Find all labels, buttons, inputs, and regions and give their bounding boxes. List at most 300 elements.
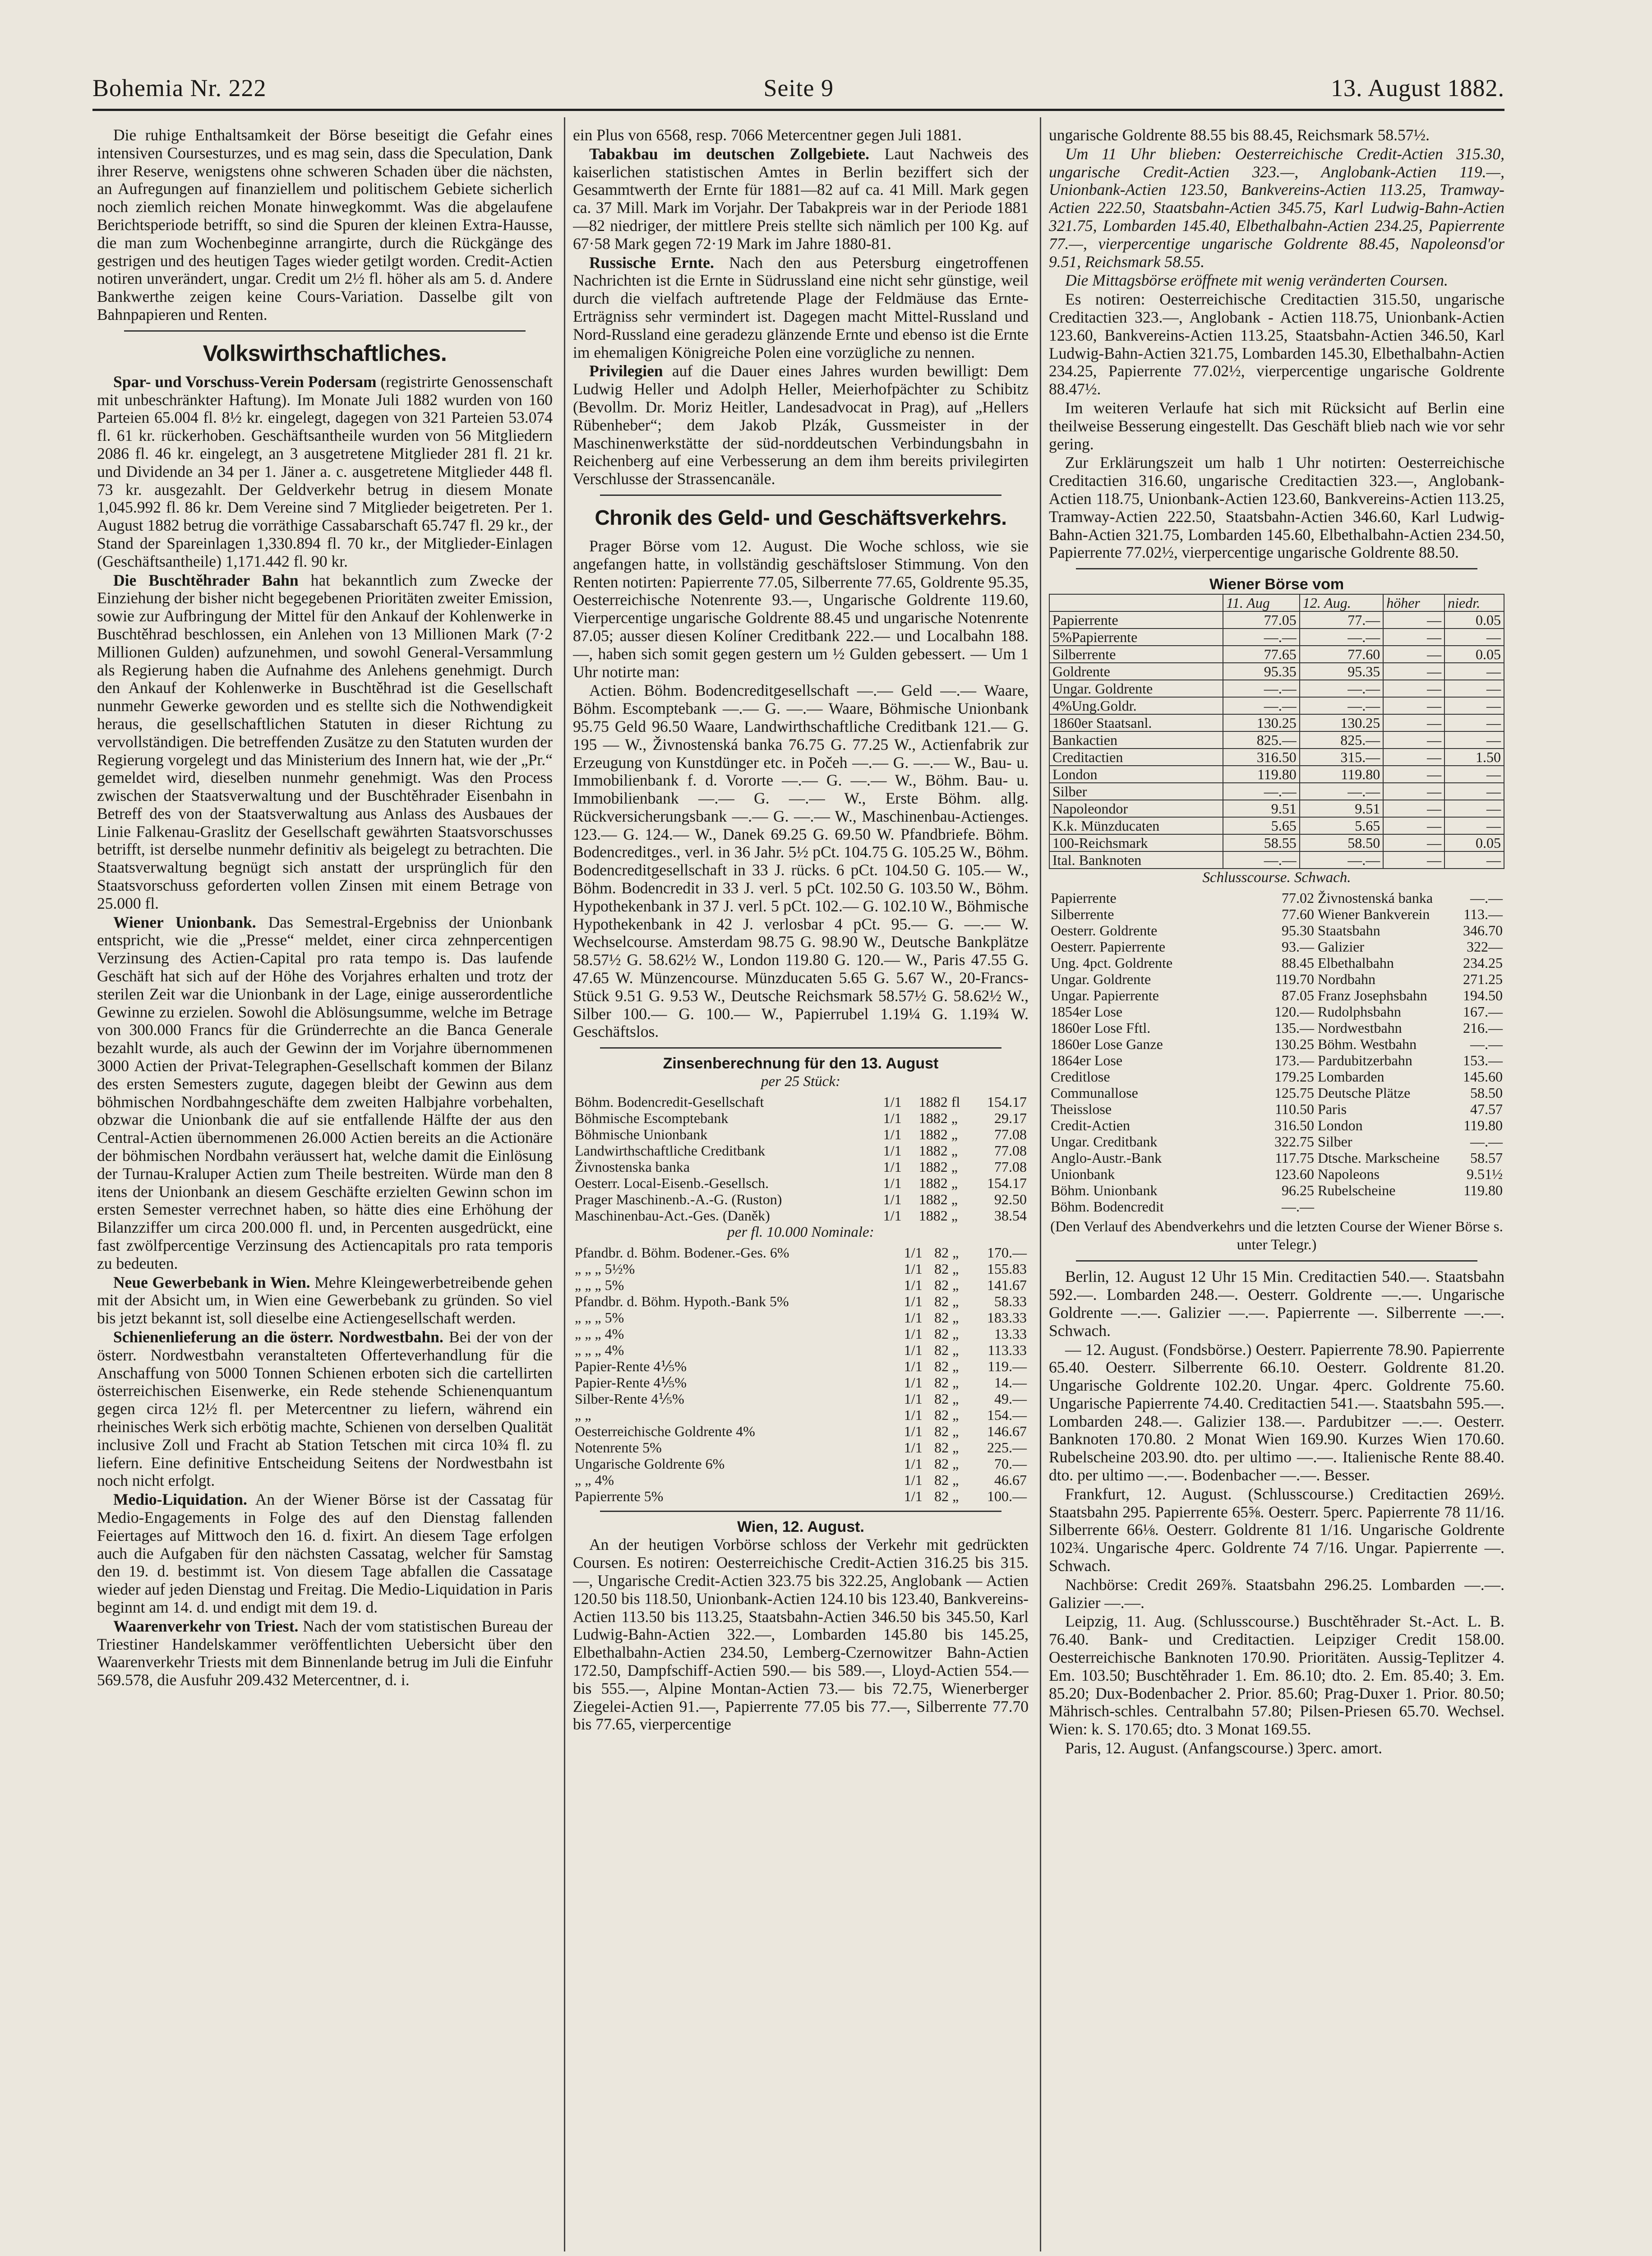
table-cell: 1/1: [904, 1341, 923, 1358]
closing-row: [1049, 1020, 1504, 1036]
table-cell: 130.25: [1223, 714, 1300, 731]
table-cell: Böhm. Unionbank: [1051, 1182, 1158, 1198]
table-cell: 141.67: [987, 1276, 1027, 1293]
table-cell: „ „ „ 5½%: [575, 1260, 635, 1277]
table-cell: 1860er Staatsanl.: [1049, 714, 1223, 731]
table-cell: 58.33: [994, 1293, 1027, 1309]
article-paragraph: [97, 1328, 553, 1490]
article-paragraph: [97, 572, 553, 913]
closing-row: [1049, 971, 1504, 987]
table-cell: 1864er Lose: [1051, 1052, 1123, 1068]
article-headline: Schienenlieferung an die österr. Nordwestbahn.: [113, 1328, 443, 1346]
schluss-note: (Den Verlauf des Abendverkehrs und die letzten Course der Wiener Börse s. unter Telegr.): [1050, 1218, 1503, 1253]
table-cell: Oesterreichische Goldrente 4%: [575, 1423, 755, 1439]
table-cell: 82: [934, 1358, 949, 1374]
actien-report: Actien. Böhm. Bodencreditgesellschaft —.— Geld —.— Waare, Böhm. Escomptebank —.— G. —.— Waare, Böhmische Unionbank 95.75 Geld 96.50 Waare, Landwirthschaftliche Creditbank 121.— G. 195 — W., Živnostenská banka 76.75 G. 77.25 W., Actienfabrik zur Erzeugung von Kunstdünger etc. in Počeh —.— G. —.— W., Bau- u. Immobilienbank f. d. Vororte —.— G. —.— W., Böhm. Bau- u. Immobilienbank —.— G. —.— W., Erste Böhm. allg. Rückversicherungsbank —.— G. —.— W., Maschinenbau-Actienges. 123.— G. 124.— W., Danek 69.25 G. 69.50 W. Pfandbriefe. Böhm. Bodencreditges., verl. in 36 Jahr. 5½ pCt. 104.75 G. 105.25 W., Böhm. Bodencreditgesellschaft in 33 J. rücks. 6 pCt. 104.50 G. 105.— W., Böhm. Bodencredit in 33 J. verl. 5 pCt. 102.50 G. 103.50 W., Böhm. Hypothekenbank in 37 J. verl. 5 pCt. 102.— G. 102.10 W., Böhmische Hypothekenbank in 42 J. verlosbar 4 pCt. 95.— G. —.— W. Wechselcourse. Amsterdam 98.75 G. 98.90 W., Deutsche Bankplätze 58.57½ G. 58.62½ W., London 119.80 G. 120.— W., Paris 47.55 G. 47.65 W. Münzencourse. Münzducaten 5.65 G. 5.67 W., 20-Francs-Stück 9.51 G. 9.53 W., Deutsche Reichsmark 58.57½ G. 58.62½ W., Silber 100.— G. 100.— W., Papierrubel 1.19¼ G. 1.19¾ W. Geschäftslos.: [573, 681, 1029, 1041]
interest-row: [573, 1191, 1029, 1207]
table-cell: 100.—: [987, 1488, 1027, 1504]
article-body: (registrirte Genossenschaft mit unbeschränkter Haftung). Im Monate Juli 1882 wurden von 160 Parteien 65.004 fl. 8½ kr. eingelegt, dagegen von 321 Parteien 53.074 fl. 61 kr. rückerhoben. Geschäftsantheile wurden von 56 Mitgliedern 2086 fl. 46 kr. eingelegt, an 3 ausgetretene Mitglieder 281 fl. 21 kr. und Dividende an 34 per 1. Jäner a. c. ausgetretene Mitglieder 448 fl. 73 kr. ausgezahlt. Der Geldverkehr betrug in diesem Monate 1,045.992 fl. 86 kr. Dem Vereine sind 7 Mitglieder beigetreten. Per 1. August 1882 betrug die vorräthige Cassabarschaft 65.747 fl. 29 kr., der Stand der Spareinlagen 1,330.894 fl. 70 kr., der Mitglieder-Einlagen (Geschäftsantheile) 1,171.442 fl. 90 kr.: [97, 372, 553, 570]
table-cell: 5%Papierrente: [1049, 629, 1223, 646]
table-cell: „: [951, 1174, 958, 1191]
table-cell: Landwirthschaftliche Creditbank: [575, 1142, 766, 1159]
divider: [600, 495, 1001, 496]
interest-row: [573, 1374, 1029, 1391]
interest-row: [573, 1261, 1029, 1277]
table-cell: Silber-Rente 4⅕%: [575, 1390, 684, 1407]
table-cell: 135.—: [1274, 1019, 1315, 1036]
table-cell: —: [1383, 749, 1444, 766]
table-cell: 316.50: [1223, 749, 1300, 766]
table-header-cell: niedr.: [1444, 594, 1504, 611]
table-cell: 82: [934, 1423, 949, 1439]
table-cell: Böhm. Bodencredit: [1051, 1198, 1164, 1215]
wiener-boerse-table: [1049, 594, 1504, 869]
table-cell: „ „ „ 4%: [575, 1325, 624, 1342]
table-cell: „: [952, 1488, 959, 1504]
table-cell: —.—: [1223, 783, 1300, 800]
interest-row: [573, 1175, 1029, 1191]
table-cell: 5.65: [1223, 817, 1300, 834]
table-cell: [1316, 1198, 1456, 1215]
table-cell: 322.75: [1274, 1133, 1315, 1150]
table-cell: 119.80: [1463, 1117, 1503, 1133]
table-cell: Silber: [1318, 1133, 1352, 1150]
table-cell: —.—: [1300, 697, 1383, 714]
table-cell: 125.75: [1274, 1084, 1315, 1101]
table-cell: 82: [934, 1309, 949, 1326]
table-cell: Theisslose: [1051, 1100, 1112, 1117]
exchange-row: [1049, 611, 1504, 629]
table-cell: 271.25: [1463, 971, 1503, 987]
interest-subtitle-2: per fl. 10.000 Nominale:: [727, 1224, 874, 1240]
table-cell: 58.55: [1223, 834, 1300, 851]
article-headline: Waarenverkehr von Triest.: [113, 1617, 299, 1635]
table-cell: 1/1: [904, 1471, 923, 1488]
table-cell: —: [1383, 731, 1444, 749]
interest-row: [573, 1407, 1029, 1423]
table-cell: Silberrente: [1051, 906, 1114, 922]
table-cell: Ital. Banknoten: [1049, 851, 1223, 869]
column-1: [97, 126, 553, 2247]
article-body: Das Semestral-Ergebniss der Unionbank entspricht, wie die „Presse“ meldet, einer circa zehnpercentigen Verzinsung des Actien-Capital pro rata tempo is. Das laufende Geschäft hat sich auf der Höhe des Vorjahres erhalten und trotz der sterilen Zeit war die Unionbank in der Lage, einige ausserordentliche Gewinne zu erzielen. Sowohl die Ablösungsumme, welche im Betrage von 300.000 Francs für die Gründerrechte an die Banca Generale bezahlt wurde, als auch der Gewinn der im Vorjahre übernommenen 3000 Actien der Privat-Telegraphen-Gesellschaft kommen der Bilanz des ersten Semesters zugute, dagegen bleibt der Gewinn aus dem böhmischen Nordbahngeschäfte dem zweiten Halbjahre vorbehalten, obzwar die Unionbank die auf sie entfallende Hälfte der aus den Central-Actien übernommenen 26.000 Actien bereits an die Actionäre der böhmischen Nordbahn veräussert hat, welche damit die Einlösung der Turnau-Kraluper Actien zum Theile bestreiten. Würde man den 8 itens der Unionbank an diesem Geschäfte erzielten Gewinn schon im ersten Semester verrechnet haben, so hätte dies eine Erhöhung der Bilanzziffer um circa 200.000 fl. und, in Percenten ausgedrückt, eine fast zwölfpercentige Verzinsung des Actiencapitals pro rata temporis zu bedeuten.: [97, 913, 553, 1272]
table-cell: 95.35: [1300, 663, 1383, 680]
table-cell: —: [1444, 800, 1504, 817]
table-cell: 1/1: [883, 1126, 902, 1142]
table-cell: 58.50: [1300, 834, 1383, 851]
exchange-row: [1049, 783, 1504, 800]
table-cell: 95.35: [1223, 663, 1300, 680]
article-list: [97, 373, 553, 1689]
table-cell: 1/1: [883, 1207, 902, 1224]
table-cell: 9.51: [1223, 800, 1300, 817]
table-cell: 49.—: [994, 1390, 1027, 1407]
table-cell: „: [952, 1293, 959, 1309]
table-cell: 1/1: [883, 1174, 902, 1191]
table-cell: 1/1: [883, 1142, 902, 1159]
table-cell: 47.57: [1470, 1100, 1503, 1117]
article-paragraph: [97, 1491, 553, 1617]
table-cell: —.—: [1223, 851, 1300, 869]
exchange-row: [1049, 749, 1504, 766]
article-body: Nach der vom statistischen Bureau der Triestiner Handelskammer veröffentlichten Uebersicht über den Waarenverkehr Triests mit dem Binnenlande betrug im Juli die Einfuhr 569.578, die Ausfuhr 209.432 Metercentner, d. i.: [97, 1617, 553, 1689]
table-cell: —: [1383, 766, 1444, 783]
table-cell: London: [1049, 766, 1223, 783]
table-cell: 119.—: [988, 1358, 1027, 1374]
table-cell: Oesterr. Local-Eisenb.-Gesellsch.: [575, 1174, 769, 1191]
article-body: Bei der von der österr. Nordwestbahn veranstalteten Offerteverhandlung für die Anschaffung von 5000 Tonnen Schienen erboten sich die cartellirten österreichischen Eisenwerke, ein Rede stehende Schienenquantum gegen circa 12½ fl. per Metercentner zu liefern, während ein rheinisches Werk sich erbötig machte, Schienen von derselben Qualität inclusive Zoll und Fracht ab Station Tetschen mit circa 10¾ fl. zu liefern. Eine definitive Entscheidung Seitens der Nordwestbahn ist noch nicht erfolgt.: [97, 1328, 553, 1490]
column-divider: [564, 117, 565, 2251]
table-cell: 346.70: [1463, 922, 1503, 938]
table-cell: „: [952, 1358, 959, 1374]
interest-row: [573, 1126, 1029, 1142]
interest-row: [573, 1456, 1029, 1472]
table-cell: „: [951, 1142, 958, 1159]
berlin-report: Berlin, 12. August 12 Uhr 15 Min. Creditactien 540.—. Staatsbahn 592.—. Lombarden 248.—. Oesterr. Goldrente —.—. Ungarische Goldrente —.—. Galizier —.—. Papierrente —. Silberrente —.—. Schwach.: [1049, 1267, 1504, 1340]
table-cell: —.—: [1470, 1036, 1503, 1052]
table-cell: „: [952, 1471, 959, 1488]
table-cell: 1882: [918, 1142, 948, 1159]
table-cell: Nordbahn: [1318, 971, 1375, 987]
table-cell: 1860er Lose Ganze: [1051, 1036, 1163, 1052]
closing-row: [1049, 1101, 1504, 1117]
table-cell: 58.50: [1470, 1084, 1503, 1101]
closing-row: [1049, 1003, 1504, 1020]
table-cell: „: [952, 1325, 959, 1342]
interest-row: [573, 1391, 1029, 1407]
page-header: [92, 68, 1504, 108]
paris-report: Paris, 12. August. (Anfangscourse.) 3perc. amort.: [1065, 1739, 1382, 1757]
table-cell: „: [952, 1406, 959, 1423]
article-paragraph: [573, 362, 1029, 488]
table-cell: Credit-Actien: [1051, 1117, 1130, 1133]
table-cell: 170.—: [987, 1244, 1027, 1261]
table-cell: 82: [934, 1293, 949, 1309]
report-notiren: Es notiren: Oesterreichische Creditactien 315.50, ungarische Creditactien 323.—, Anglobank - Actien 118.75, Unionbank-Actien 123.60, Bankvereins-Actien 113.25, Staatsbahn-Actien 346.50, Karl Ludwig-Bahn-Actien 321.75, Lombarden 145.30, Elbethalbahn-Actien 234.25, Papierrente 77.02½, vierpercentige ungarische Goldrente 88.47½.: [1049, 290, 1504, 398]
interest-row: [573, 1439, 1029, 1456]
table-cell: 1/1: [904, 1260, 923, 1277]
table-cell: „: [951, 1191, 958, 1207]
table-cell: Notenrente 5%: [575, 1439, 662, 1456]
exchange-row: [1049, 800, 1504, 817]
table-cell: 82: [934, 1471, 949, 1488]
table-cell: 5.65: [1300, 817, 1383, 834]
table-cell: 179.25: [1274, 1068, 1315, 1085]
table-cell: 14.—: [994, 1374, 1027, 1391]
table-cell: 1882: [918, 1174, 948, 1191]
table-cell: 183.33: [987, 1309, 1027, 1326]
table-cell: —: [1383, 834, 1444, 851]
exchange-row: [1049, 680, 1504, 697]
mittagsboerse: Die Mittagsbörse eröffnete mit wenig veränderten Coursen.: [1065, 271, 1448, 290]
table-cell: Ungar. Goldrente: [1051, 971, 1151, 987]
closing-row: [1049, 1198, 1504, 1215]
article-headline: Spar- und Vorschuss-Verein Podersam: [113, 372, 377, 391]
closing-row: [1049, 1036, 1504, 1052]
table-cell: „: [951, 1158, 958, 1175]
table-cell: 1882: [918, 1158, 948, 1175]
table-cell: Böhmische Unionbank: [575, 1126, 708, 1142]
table-cell: 167.—: [1463, 1003, 1503, 1020]
table-cell: —.—: [1282, 1198, 1315, 1215]
table-cell: 1/1: [883, 1158, 902, 1175]
table-cell: „: [952, 1341, 959, 1358]
table-cell: 146.67: [987, 1423, 1027, 1439]
interest-row: [573, 1488, 1029, 1504]
paper-issue: Bohemia Nr. 222: [92, 74, 267, 102]
table-cell: 82: [934, 1244, 949, 1261]
table-cell: 29.17: [994, 1110, 1027, 1126]
exchange-row: [1049, 629, 1504, 646]
table-cell: Prager Maschinenb.-A.-G. (Ruston): [575, 1191, 782, 1207]
report-11-uhr: Um 11 Uhr blieben: Oesterreichische Credit-Actien 315.30, ungarische Credit-Actien 323.—, Anglobank-Actien 119.—, Unionbank-Actien 123.50, Bankvereins-Actien 113.25, Tramway-Actien 222.50, Staatsbahn-Actien 345.75, Karl Ludwig-Bahn-Actien 321.75, Lombarden 145.40, Elbethalbahn-Actien 234.25, Papierrente 77.—, vierpercentige ungarische Goldrente 88.45, Napoleonsd'or 9.51, Reichsmark 58.55.: [1049, 144, 1504, 271]
table-cell: Papier-Rente 4⅕%: [575, 1358, 687, 1374]
table-cell: 77.02: [1282, 889, 1315, 906]
table-cell: Wiener Bankverein: [1318, 906, 1430, 922]
table-header-cell: 12. Aug.: [1300, 594, 1383, 611]
article-body: An der Wiener Börse ist der Cassatag für Medio-Engagements in Folge des auf den Dienstag fallenden Feiertages auf Mittwoch den 16. d. fixirt. An diesem Tage erfolgen auch die Aufgaben für den nächsten Cassatag, welcher für Samstag den 19. d. bestimmt ist. Von diesem Tage abfallen die Cassatage wieder auf jeden Dienstag und Freitag. Die Medio-Liquidation in Paris beginnt am 14. d. und endigt mit dem 19. d.: [97, 1490, 553, 1616]
frankfurt-report: Frankfurt, 12. August. (Schlusscourse.) Creditactien 269½. Staatsbahn 295. Papierrente 65⅝. Oesterr. 5perc. Papierrente 78 11/16. Silberrente 66⅛. Oesterr. Goldrente 81 1/16. Ungarische Goldrente 102¾. Ungarische 4perc. Goldrente 74 7/16. Ungar. Papierrente —. Schwach.: [1049, 1484, 1504, 1575]
table-cell: „: [952, 1260, 959, 1277]
table-cell: 1882: [918, 1110, 948, 1126]
table-cell: 4%Ung.Goldr.: [1049, 697, 1223, 714]
table-cell: 1854er Lose: [1051, 1003, 1123, 1020]
table-cell: 194.50: [1463, 987, 1503, 1003]
table-cell: 1.50: [1444, 749, 1504, 766]
table-cell: Papierrente: [1049, 611, 1223, 629]
report-erklaerungszeit: Zur Erklärungszeit um halb 1 Uhr notirten: Oesterreichische Creditactien 316.60, ungarische Creditactien 323.—, Anglobank-Actien 118.75, Unionbank-Actien 123.60, Bankvereins-Actien 113.25, Tramway-Actien 222.50, Staatsbahn-Actien 346.60, Karl Ludwig-Bahn-Actien 321.75, Lombarden 145.60, Elbethalbahn-Actien 234.50, Papierrente 77.02½, vierpercentige ungarische Goldrente 88.50.: [1049, 453, 1504, 562]
interest-row: [573, 1309, 1029, 1326]
table-cell: London: [1318, 1117, 1363, 1133]
exchange-row: [1049, 714, 1504, 731]
exchange-row: [1049, 646, 1504, 663]
table-cell: 82: [934, 1276, 949, 1293]
table-cell: 1/1: [904, 1390, 923, 1407]
table-cell: Anglo-Austr.-Bank: [1051, 1149, 1162, 1166]
table-cell: 110.50: [1275, 1100, 1315, 1117]
table-cell: Böhm. Westbahn: [1318, 1036, 1417, 1052]
article-paragraph: [97, 1274, 553, 1327]
table-cell: „: [952, 1244, 959, 1261]
table-cell: 77.05: [1223, 611, 1300, 629]
table-cell: —: [1444, 851, 1504, 869]
interest-row: [573, 1326, 1029, 1342]
table-cell: 1/1: [904, 1439, 923, 1456]
interest-row: [573, 1423, 1029, 1439]
table-cell: 1/1: [904, 1276, 923, 1293]
table-cell: 100-Reichsmark: [1049, 834, 1223, 851]
table-cell: 825.—: [1300, 731, 1383, 749]
exchange-row: [1049, 697, 1504, 714]
divider: [124, 330, 526, 332]
table-cell: Dtsche. Markscheine: [1318, 1149, 1440, 1166]
table-cell: 1/1: [904, 1406, 923, 1423]
table-cell: Rubelscheine: [1318, 1182, 1396, 1198]
table-cell: 130.25: [1300, 714, 1383, 731]
table-cell: 113.—: [1463, 906, 1503, 922]
table-cell: Ungarische Goldrente 6%: [575, 1455, 725, 1472]
table-cell: 77.—: [1300, 611, 1383, 629]
table-cell: 92.50: [994, 1191, 1027, 1207]
closing-row: [1049, 955, 1504, 971]
table-cell: 173.—: [1274, 1052, 1315, 1068]
table-cell: 113.33: [988, 1341, 1027, 1358]
table-cell: —.—: [1300, 783, 1383, 800]
table-cell: 1860er Lose Fftl.: [1051, 1019, 1151, 1036]
continued-text: ungarische Goldrente 88.55 bis 88.45, Reichsmark 58.57½.: [1049, 126, 1430, 144]
table-cell: Unionbank: [1051, 1165, 1115, 1182]
interest-title: Zinsenberechnung für den 13. August: [663, 1055, 939, 1073]
table-cell: Živnostenska banka: [575, 1158, 690, 1175]
divider: [1076, 1260, 1477, 1262]
table-cell: 77.08: [994, 1126, 1027, 1142]
interest-subtitle: per 25 Stück:: [761, 1073, 840, 1090]
table-cell: fl: [951, 1093, 960, 1110]
table-cell: 82: [934, 1260, 949, 1277]
table-cell: 38.54: [994, 1207, 1027, 1224]
table-cell: 119.80: [1463, 1182, 1503, 1198]
prager-boerse-report: Prager Börse vom 12. August. Die Woche schloss, wie sie angefangen hatte, in vollständig geschäftsloser Stimmung. Von den Renten notirten: Papierrente 77.05, Silberrente 77.65, Goldrente 95.35, Oesterreichische Notenrente 93.—, Ungarische Goldrente 119.60, Vierpercentige ungarische Goldrente 88.45 und ungarische Notenrente 87.05; ausser diesen Kolíner Creditbank 222.— und Localbahn 188.—, haben sich somit gegen gestern um ½ Gulden gebessert. — Um 1 Uhr notirte man:: [573, 536, 1029, 681]
table-cell: 154.17: [987, 1093, 1027, 1110]
table-cell: 95.30: [1282, 922, 1315, 938]
table-cell: [1456, 1198, 1504, 1215]
continued-text: ein Plus von 6568, resp. 7066 Metercentner gegen Juli 1881.: [573, 126, 962, 144]
table-cell: —: [1444, 783, 1504, 800]
table-cell: Silberrente: [1049, 646, 1223, 663]
table-cell: —: [1444, 731, 1504, 749]
table-cell: 1/1: [904, 1455, 923, 1472]
table-cell: —.—: [1470, 889, 1503, 906]
table-cell: Böhm. Bodencredit-Gesellschaft: [575, 1093, 764, 1110]
table-cell: —.—: [1300, 629, 1383, 646]
table-cell: 96.25: [1282, 1182, 1315, 1198]
closing-row: [1049, 922, 1504, 938]
table-cell: Goldrente: [1049, 663, 1223, 680]
table-cell: 120.—: [1274, 1003, 1315, 1020]
table-cell: —: [1444, 817, 1504, 834]
table-cell: „: [952, 1439, 959, 1456]
table-cell: Napoleons: [1318, 1165, 1380, 1182]
table-cell: 1882: [918, 1093, 948, 1110]
table-cell: Nordwestbahn: [1318, 1019, 1402, 1036]
table-cell: —.—: [1223, 697, 1300, 714]
table-cell: 1882: [918, 1191, 948, 1207]
table-cell: 1/1: [904, 1309, 923, 1326]
table-cell: 82: [934, 1325, 949, 1342]
closing-row: [1049, 890, 1504, 906]
table-cell: 1/1: [883, 1093, 902, 1110]
closing-row: [1049, 1182, 1504, 1198]
table-cell: „: [952, 1309, 959, 1326]
table-cell: —: [1383, 663, 1444, 680]
exchange-row: [1049, 766, 1504, 783]
table-cell: —: [1383, 680, 1444, 697]
table-cell: —: [1383, 714, 1444, 731]
table-cell: 119.80: [1223, 766, 1300, 783]
table-cell: 322—: [1467, 938, 1503, 955]
table-cell: 82: [934, 1439, 949, 1456]
closing-row: [1049, 1133, 1504, 1150]
table-cell: 82: [934, 1406, 949, 1423]
schlusscourse-table: [1049, 890, 1504, 1215]
closing-row: [1049, 938, 1504, 955]
table-cell: „ „ „ 5%: [575, 1309, 624, 1326]
table-cell: —.—: [1300, 680, 1383, 697]
table-cell: 153.—: [1463, 1052, 1503, 1068]
table-cell: „ „: [575, 1406, 591, 1423]
table-cell: „ „ „ 5%: [575, 1276, 624, 1293]
table-cell: 77.08: [994, 1142, 1027, 1159]
table-cell: —: [1444, 697, 1504, 714]
table-cell: 82: [934, 1390, 949, 1407]
table-cell: —.—: [1470, 1133, 1503, 1150]
article-body: hat bekanntlich zum Zwecke der Einziehung der bisher nicht begegebenen Prioritäten zweiter Emission, sowie zur Aufbringung der Mittel für den Ankauf der Kohlenwerke in Buschtěhrad beschlossen, ein Anlehen von 13 Millionen Mark (7·2 Millionen Gulden) aufzunehmen, und sowohl General-Versammlung als Regierung haben die Aufnahme des Anlehens genehmigt. Durch den Ankauf der Kohlenwerke in Buschtěhrad ist die Gesellschaft nunmehr Gewerke geworden und es stellte sich die Nothwendigkeit heraus, die gesellschaftlichen Statuten in dieser Richtung zu vervollständigen. Die betreffenden Zusätze zu den Statuten wurden der Regierung vorgelegt und das Ministerium des Innern hat, wie der „Pr.“ gemeldet wird, dieselben nunmehr genehmigt. Was den Process zwischen der Staatsverwaltung und der Buschtěhrader Eisenbahn in Betreff des von der Staatsverwaltung aus Anlass des Ausbaues der Linie Falkenau-Graslitz der Gesellschaft gewährten Staatsvorschusses betrifft, ist derselbe nunmehr definitiv als beigelegt zu betrachten. Die Staatsverwaltung begnügt sich anstatt der ursprünglich für den Staatsvorschuss geforderten vollen Zinsen mit einem Betrage von 25.000 fl.: [97, 571, 553, 912]
divider: [600, 1047, 1001, 1049]
closing-row: [1049, 1150, 1504, 1166]
closing-row: [1049, 1166, 1504, 1182]
article-body: Mehre Kleingewerbetreibende gehen mit der Absicht um, in Wien eine Gewerbebank zu gründen. So viel bis jetzt bekannt ist, soll dieselbe eine Actiengesellschaft werden.: [97, 1273, 553, 1327]
table-cell: 1/1: [904, 1325, 923, 1342]
table-cell: Böhmische Escomptebank: [575, 1110, 729, 1126]
chronik-title: Chronik des Geld- und Geschäftsverkehrs.: [595, 505, 1007, 529]
table-cell: Pardubitzerbahn: [1318, 1052, 1412, 1068]
table-cell: Papierrente: [1051, 889, 1117, 906]
table-cell: —: [1383, 646, 1444, 663]
table-cell: Silber: [1049, 783, 1223, 800]
table-header-cell: höher: [1383, 594, 1444, 611]
table-cell: 13.33: [994, 1325, 1027, 1342]
article-list: [573, 145, 1029, 488]
table-cell: 825.—: [1223, 731, 1300, 749]
table-cell: K.k. Münzducaten: [1049, 817, 1223, 834]
table-cell: 225.—: [987, 1439, 1027, 1456]
exchange-row: [1049, 663, 1504, 680]
table-cell: 82: [934, 1341, 949, 1358]
divider: [600, 1511, 1001, 1512]
table-cell: 0.05: [1444, 611, 1504, 629]
table-cell: Ungar. Creditbank: [1051, 1133, 1158, 1150]
table-cell: 315.—: [1300, 749, 1383, 766]
table-cell: 58.57: [1470, 1149, 1503, 1166]
table-cell: Rudolphsbahn: [1318, 1003, 1401, 1020]
article-headline: Tabakbau im deutschen Zollgebiete.: [589, 144, 870, 163]
article-headline: Privilegien: [589, 362, 663, 380]
closing-row: [1049, 906, 1504, 922]
wien-title: Wien, 12. August.: [737, 1518, 864, 1535]
table-cell: „: [952, 1374, 959, 1391]
market-intro: Die ruhige Enthaltsamkeit der Börse beseitigt die Gefahr eines intensiven Coursesturzes, und es mag sein, dass die Speculation, Dank ihrer Reserve, wenigstens ohne schweren Schaden über die nächsten, an Aufregungen auf finanziellem und politischem Gebiete sicherlich noch ziemlich reichen Monate hinwegkommt. Was die abgelaufene Berichtsperiode betrifft, so sind die Spuren der kleinen Extra-Hausse, die man zum Wochenbeginne arrangirte, durch die Rückgänge des gestrigen und des heutigen Tages wieder getilgt worden. Credit-Actien notiren unverändert, ungar. Credit um 2½ fl. höher als am 5. d. Andere Bankwerthe zeigen keine Cours-Variation. Dasselbe gilt von Bahnpapieren und Renten.: [97, 126, 553, 324]
table-cell: 77.65: [1223, 646, 1300, 663]
table-cell: 1/1: [904, 1244, 923, 1261]
table-cell: Pfandbr. d. Böhm. Bodener.-Ges. 6%: [575, 1244, 789, 1261]
table-cell: —.—: [1300, 851, 1383, 869]
interest-row: [573, 1472, 1029, 1488]
frankfurt-report-2: Nachbörse: Credit 269⅞. Staatsbahn 296.25. Lombarden —.—. Galizier —.—.: [1049, 1575, 1504, 1612]
article-headline: Die Buschtěhrader Bahn: [113, 571, 299, 589]
table-cell: 130.25: [1274, 1036, 1315, 1052]
table-cell: „: [952, 1455, 959, 1472]
article-paragraph: [97, 914, 553, 1273]
section-title: Volkswirthschaftliches.: [203, 340, 447, 366]
table-cell: 119.70: [1275, 971, 1315, 987]
table-cell: Živnostenská banka: [1318, 889, 1433, 906]
table-cell: 9.51: [1300, 800, 1383, 817]
table-cell: 93.—: [1282, 938, 1315, 955]
article-headline: Neue Gewerbebank in Wien.: [113, 1273, 310, 1291]
report-verlauf: Im weiteren Verlaufe hat sich mit Rücksicht auf Berlin eine theilweise Besserung eingestellt. Das Geschäft blieb nach wie vor sehr gering.: [1049, 398, 1504, 453]
table-cell: 216.—: [1463, 1019, 1503, 1036]
article-headline: Medio-Liquidation.: [113, 1490, 247, 1509]
table-cell: 46.67: [994, 1471, 1027, 1488]
